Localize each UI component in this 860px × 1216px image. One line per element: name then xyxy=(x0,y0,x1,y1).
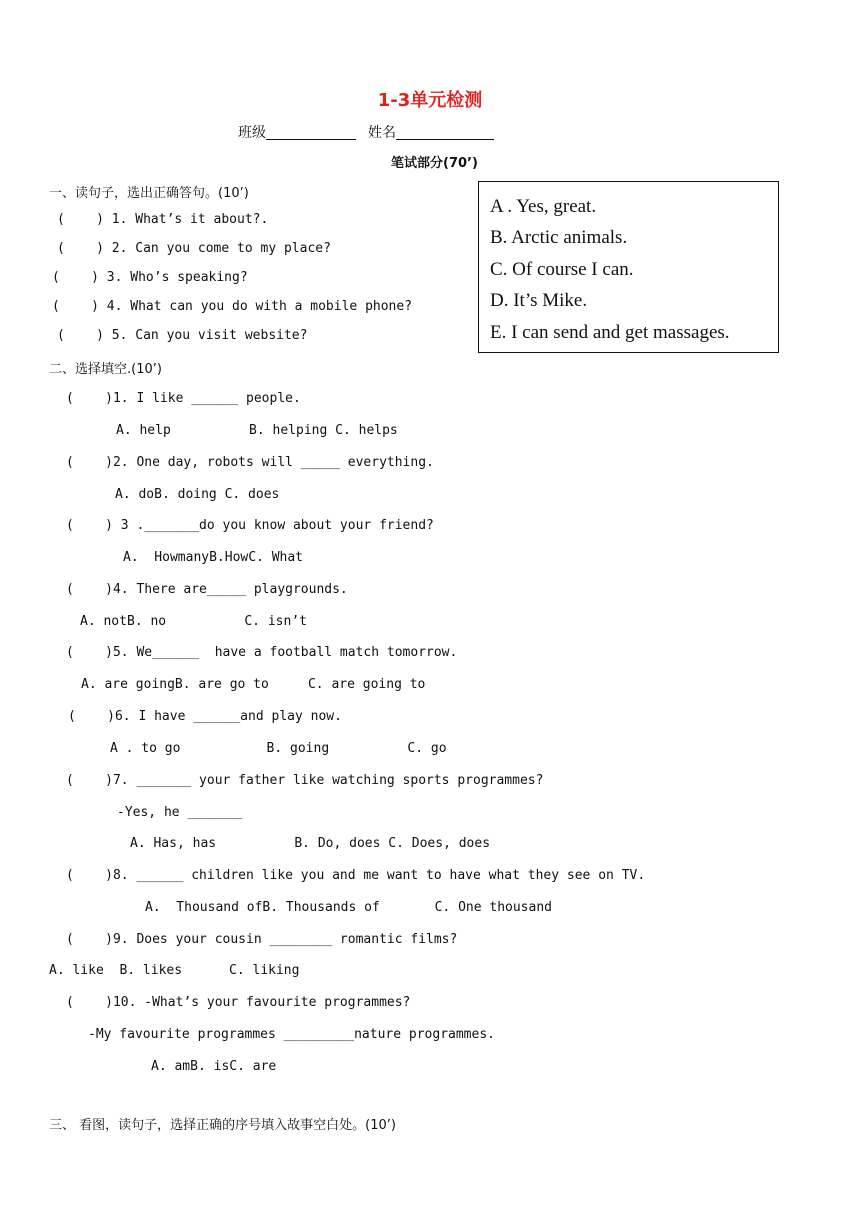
part2-question: ( )4. There are_____ playgrounds. xyxy=(66,582,348,597)
class-blank xyxy=(266,125,356,140)
name-label: 姓名 xyxy=(368,125,396,141)
part2-options: A. notB. no C. isn’t xyxy=(80,614,307,629)
class-label: 班级 xyxy=(238,125,266,141)
name-blank xyxy=(396,125,494,140)
part2-options: A. amB. isC. are xyxy=(151,1059,277,1074)
answer-option: C. Of course I can. xyxy=(490,259,634,280)
answer-option: D. It’s Mike. xyxy=(490,290,588,311)
part1-question: ( ) 2. Can you come to my place? xyxy=(57,241,331,256)
class-field xyxy=(238,122,356,142)
part2-question: ( )6. I have ______and play now. xyxy=(68,709,342,724)
part2-question: ( )10. -What’s your favourite programmes? xyxy=(66,995,411,1010)
part2-options: A. are goingB. are go to C. are going to xyxy=(81,677,426,692)
part2-question: ( )5. We______ have a football match tomorrow. xyxy=(66,645,458,660)
part2-question: ( ) 3 ._______do you know about your friend? xyxy=(66,518,434,533)
answer-options-box xyxy=(478,181,779,353)
part2-options: A. doB. doing C. does xyxy=(115,487,280,502)
part2-question: ( )8. ______ children like you and me want to have what they see on TV. xyxy=(66,868,646,883)
part2-options: A. HowmanyB.HowC. What xyxy=(123,550,304,565)
answer-option: B. Arctic animals. xyxy=(490,227,628,248)
part2-question: ( )7. _______ your father like watching sports programmes? xyxy=(66,773,544,788)
part2-heading: 二、选择填空.(10’) xyxy=(49,362,162,377)
part3-heading: 三、 看图，读句子，选择正确的序号填入故事空白处。(10’) xyxy=(49,1118,396,1133)
part2-options: A. Has, has B. Do, does C. Does, does xyxy=(130,836,491,851)
part2-question: ( )9. Does your cousin ________ romantic films? xyxy=(66,932,458,947)
part2-answer-line: -My favourite programmes _________nature programmes. xyxy=(88,1027,495,1042)
section-title: 笔试部分(70’) xyxy=(391,156,478,171)
part2-options: A. Thousand ofB. Thousands of C. One thousand xyxy=(145,900,552,915)
part1-question: ( ) 1. What’s it about?. xyxy=(57,212,269,227)
part1-question: ( ) 4. What can you do with a mobile phone? xyxy=(52,299,413,314)
part1-question: ( ) 3. Who’s speaking? xyxy=(52,270,248,285)
part2-options: A . to go B. going C. go xyxy=(110,741,447,756)
name-field xyxy=(368,122,494,142)
part1-question: ( ) 5. Can you visit website? xyxy=(57,328,308,343)
part2-options: A. like B. likes C. liking xyxy=(49,963,300,978)
answer-option: E. I can send and get massages. xyxy=(490,322,730,343)
part2-answer-line: -Yes, he _______ xyxy=(117,805,243,820)
part1-heading: 一、读句子，选出正确答句。(10’) xyxy=(49,186,249,201)
part2-question: ( )2. One day, robots will _____ everything. xyxy=(66,455,434,470)
page-title: 1-3单元检测 xyxy=(377,90,483,111)
part2-options: A. help B. helping C. helps xyxy=(116,423,398,438)
part2-question: ( )1. I like ______ people. xyxy=(66,391,301,406)
answer-option: A . Yes, great. xyxy=(490,196,597,217)
